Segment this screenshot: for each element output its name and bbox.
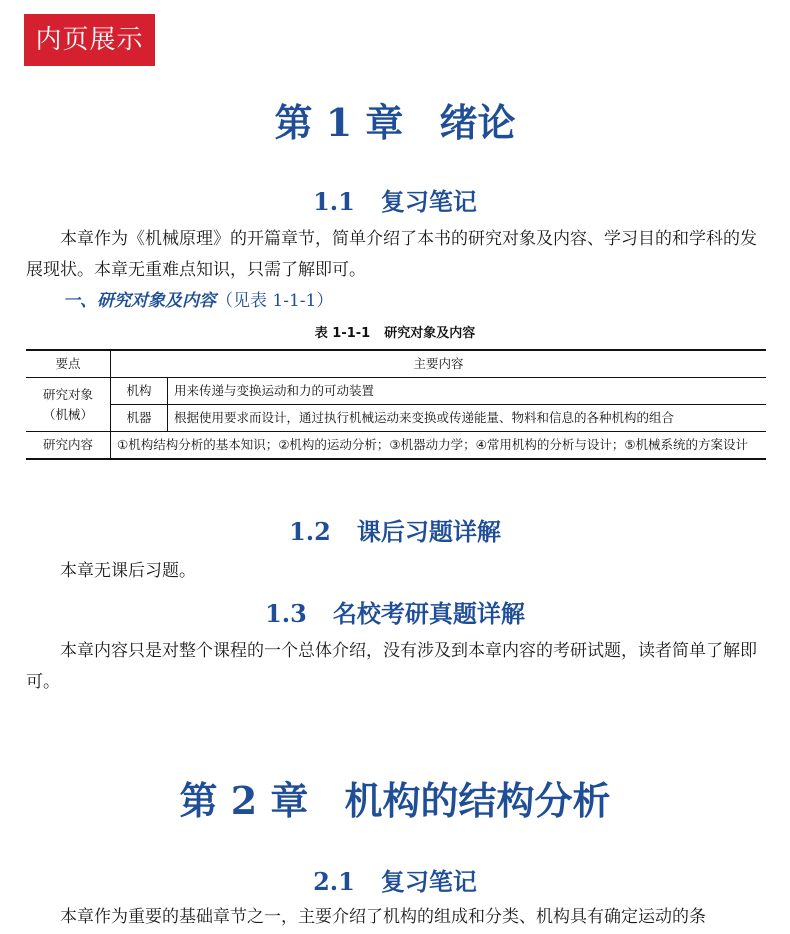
section-1-2-heading (0, 512, 790, 547)
table-caption-title: 研究对象及内容 (384, 326, 476, 341)
table-row (26, 432, 766, 460)
section-1-1-heading (0, 182, 790, 217)
section-title: 课后习题详解 (356, 518, 501, 546)
table-caption (0, 322, 790, 341)
table-content-cell: 用来传递与变换运动和力的可动装置 (168, 378, 767, 405)
subsection-heading (63, 286, 333, 311)
chapter-title: 机构的结构分析 (344, 778, 611, 823)
table-header-cell: 要点 (26, 350, 111, 378)
section-title: 名校考研真题详解 (332, 600, 525, 628)
table-content-cell: 根据使用要求而设计，通过执行机械运动来变换或传递能量、物料和信息的各种机构的组合 (168, 405, 767, 432)
section-number: 1.3 (265, 599, 307, 628)
content-table (26, 349, 766, 460)
table-row (26, 405, 766, 432)
table-term-cell: 机器 (111, 405, 168, 432)
table-caption-id: 表 1-1-1 (314, 326, 371, 341)
table-group-label: 研究对象（机械） (26, 378, 111, 432)
section-title: 复习笔记 (380, 868, 477, 896)
chapter-1-heading (0, 92, 790, 147)
page-badge: 内页展示 (24, 14, 155, 66)
section-2-1-heading (0, 862, 790, 897)
table-row (26, 378, 766, 405)
table-header-cell: 主要内容 (413, 356, 464, 371)
paragraph-1-3: 本章内容只是对整个课程的一个总体介绍，没有涉及到本章内容的考研试题，读者简单了解即可。 (26, 641, 757, 692)
section-number: 1.2 (289, 517, 331, 546)
chapter-number: 第 1 章 (274, 100, 404, 145)
subsection-title: 一、研究对象及内容 (63, 291, 216, 311)
table-term-cell: 机构 (111, 378, 168, 405)
paragraph-1-1: 本章作为《机械原理》的开篇章节，简单介绍了本书的研究对象及内容、学习目的和学科的发展现状。本章无重难点知识，只需了解即可。 (26, 229, 757, 280)
chapter-number: 第 2 章 (179, 778, 309, 823)
section-title: 复习笔记 (380, 188, 477, 216)
paragraph-2-1: 本章作为重要的基础章节之一，主要介绍了机构的组成和分类、机构具有确定运动的条 (60, 907, 706, 927)
subsection-table-ref: （见表 1-1-1） (216, 291, 334, 311)
table-header-row (26, 350, 766, 378)
chapter-2-heading (0, 770, 790, 825)
chapter-title: 绪论 (439, 100, 516, 145)
section-number: 1.1 (313, 187, 355, 216)
table-content-cell: ①机构结构分析的基本知识；②机构的运动分析；③机器动力学；④常用机构的分析与设计；⑤机械系统的方案设计 (111, 432, 767, 460)
table-group-label: 研究内容 (26, 432, 111, 460)
section-number: 2.1 (313, 867, 355, 896)
paragraph-1-2: 本章无课后习题。 (60, 561, 196, 581)
section-1-3-heading (0, 594, 790, 629)
